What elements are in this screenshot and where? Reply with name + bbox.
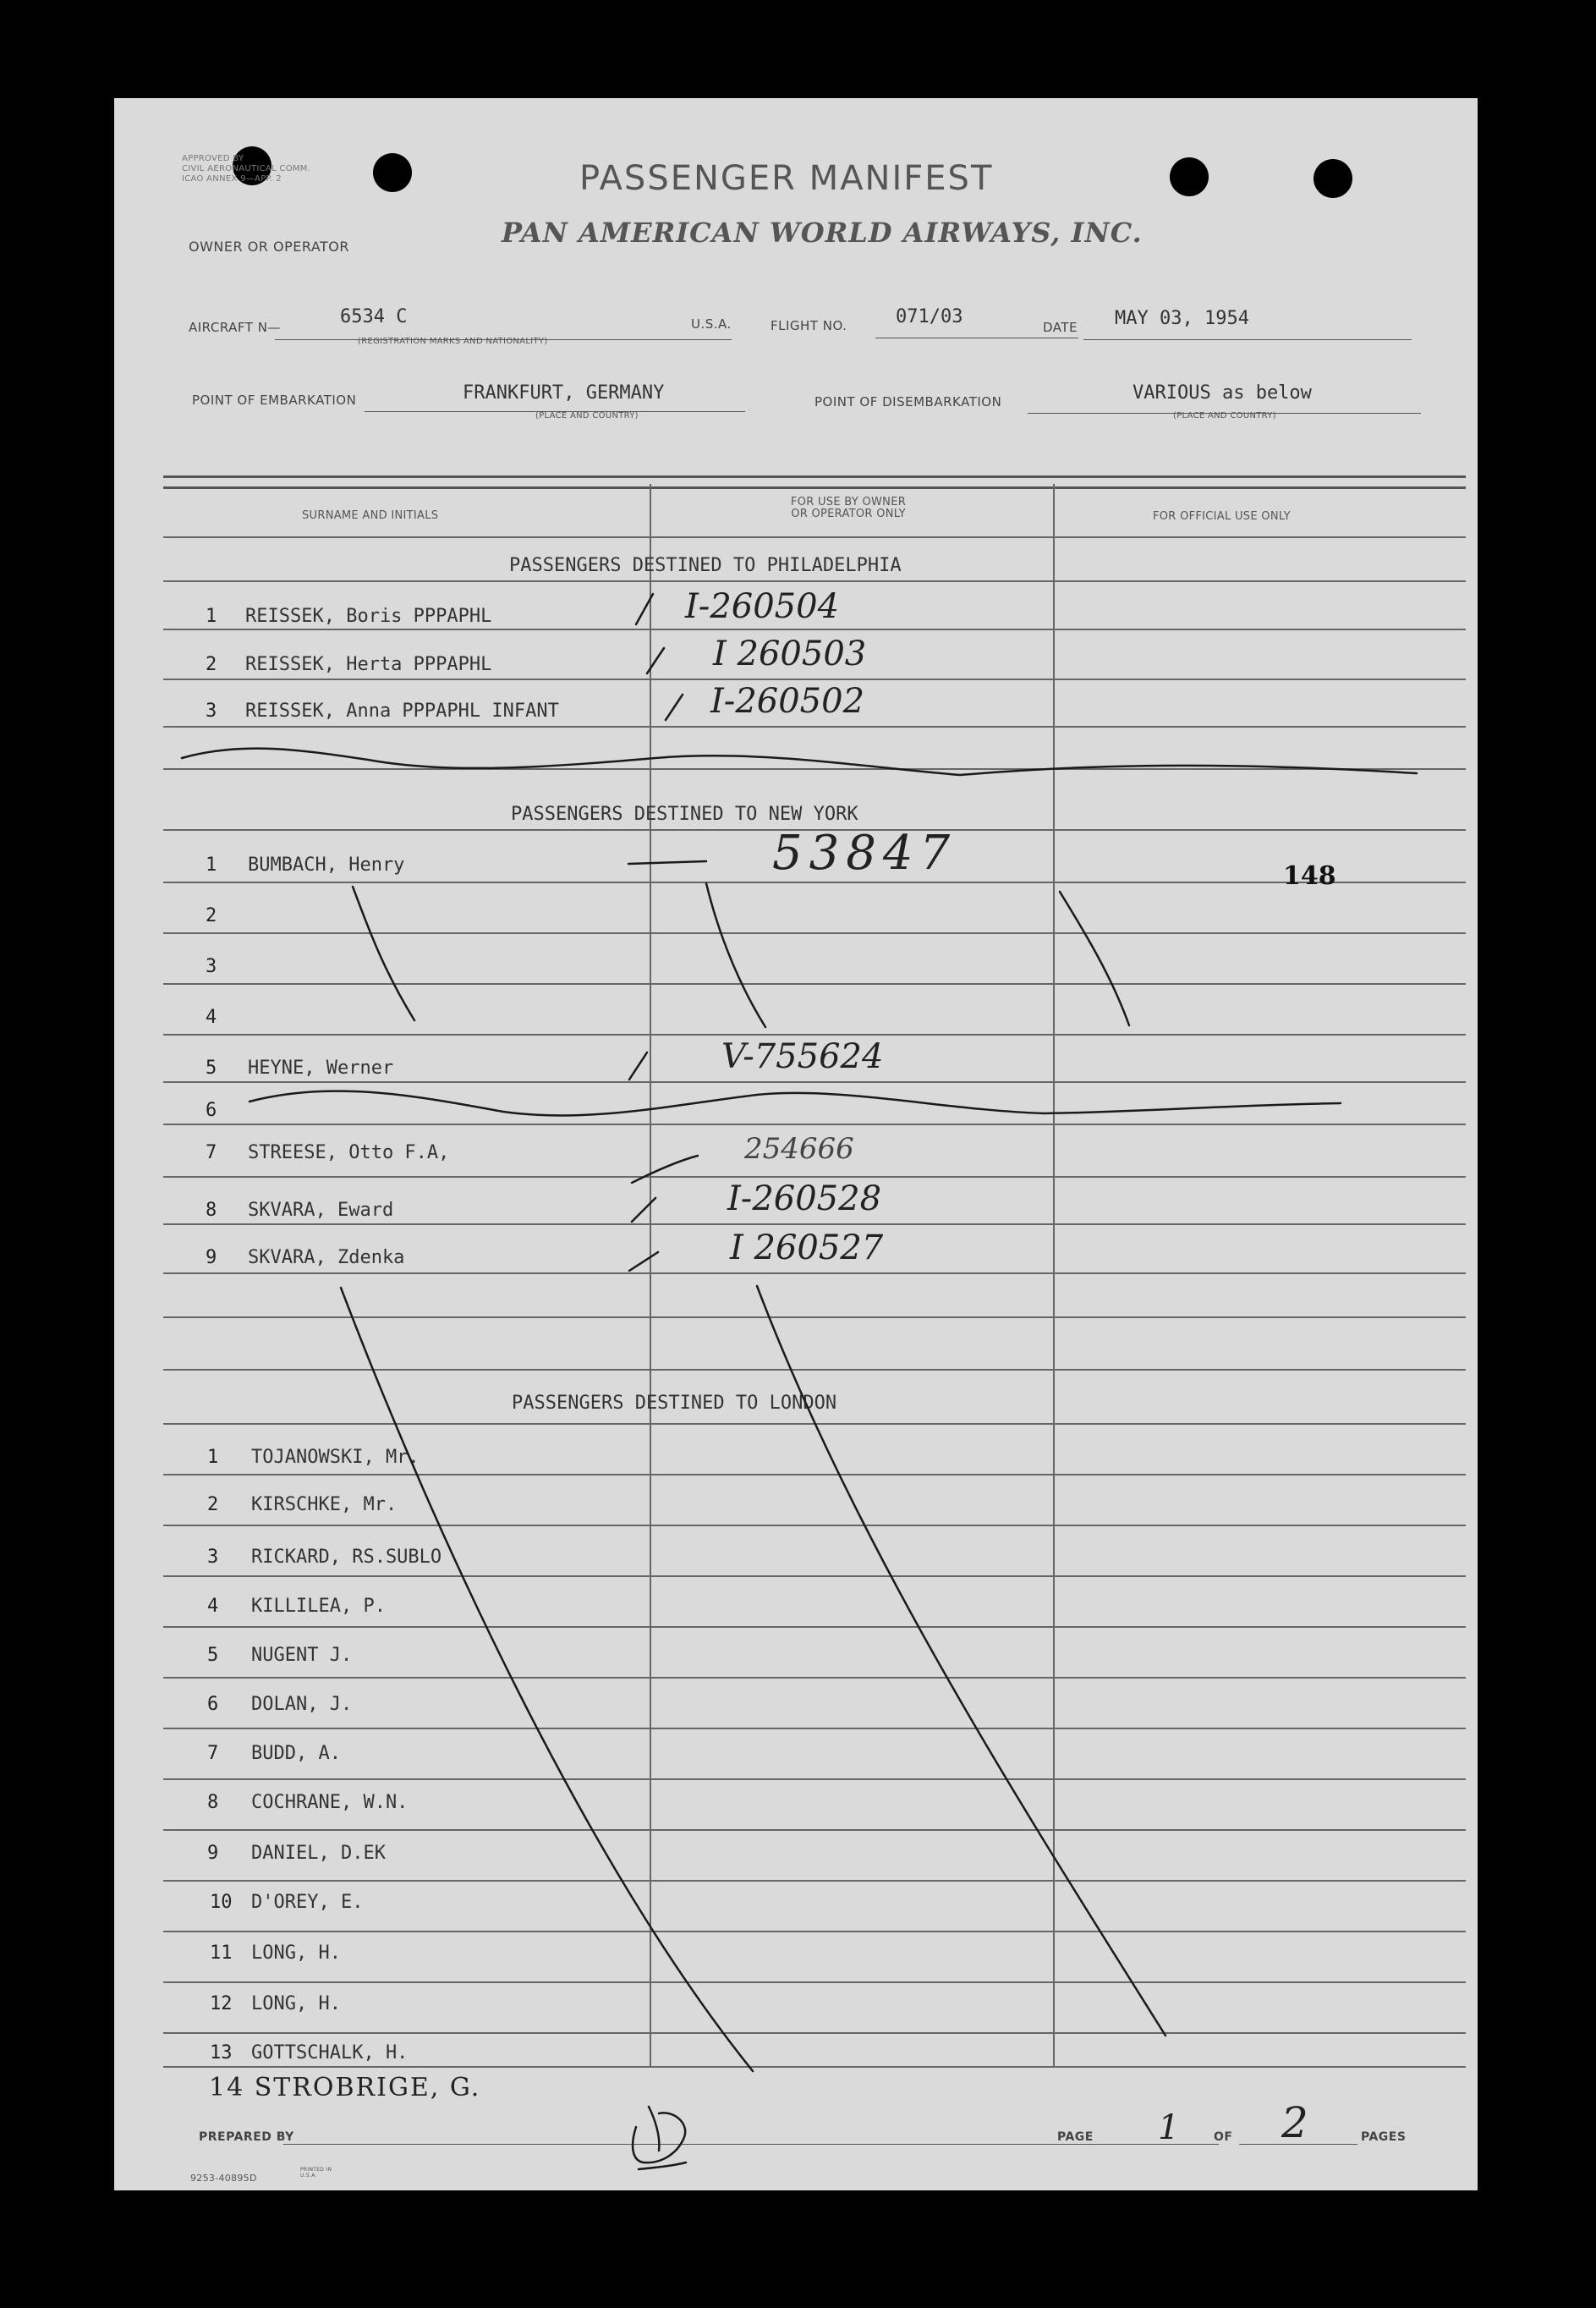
cancel-stroke (341, 1288, 753, 2071)
passenger-name: NUGENT J. (251, 1645, 353, 1666)
cancel-stroke (1060, 892, 1129, 1025)
row-number: 13 (210, 2042, 233, 2063)
row-number: 11 (210, 1943, 233, 1964)
embark-caption: (PLACE AND COUNTRY) (535, 411, 639, 420)
row-number: 10 (210, 1892, 233, 1913)
check-mark (632, 1156, 698, 1183)
handwritten-marks (114, 98, 1478, 2190)
passport-code: I-260502 (710, 682, 865, 721)
cancel-stroke (353, 887, 414, 1020)
passenger-name: KIRSCHKE, Mr. (251, 1494, 398, 1515)
check-mark (647, 648, 664, 673)
check-mark (632, 1198, 655, 1222)
flight-value: 071/03 (896, 306, 963, 327)
row-number: 5 (207, 1645, 219, 1666)
check-mark (636, 594, 653, 624)
section-philadelphia: PASSENGERS DESTINED TO PHILADELPHIA (509, 555, 902, 576)
of-value: 2 (1281, 2098, 1308, 2147)
passport-code: I 260527 (730, 1228, 884, 1267)
passenger-name: SKVARA, Eward (248, 1200, 394, 1221)
page-value: 1 (1158, 2108, 1180, 2147)
section-new-york: PASSENGERS DESTINED TO NEW YORK (511, 804, 858, 825)
row-number: 7 (207, 1743, 219, 1764)
handwritten-extra-passenger: 14 STROBRIGE, G. (209, 2073, 481, 2102)
embark-label: POINT OF EMBARKATION (192, 393, 357, 408)
passenger-name: COCHRANE, W.N. (251, 1792, 409, 1813)
row-number: 8 (207, 1792, 219, 1813)
airline-name: PAN AMERICAN WORLD AIRWAYS, INC. (502, 217, 1143, 249)
passenger-name: REISSEK, Anna PPPAPHL INFANT (245, 701, 559, 722)
pages-label: PAGES (1361, 2130, 1407, 2144)
passenger-name: BUDD, A. (251, 1743, 341, 1764)
passport-code: I-260528 (727, 1179, 882, 1218)
wavy-separator (250, 1091, 1341, 1116)
cancel-stroke (757, 1286, 1165, 2036)
passenger-name: DOLAN, J. (251, 1694, 353, 1715)
of-label: OF (1214, 2130, 1233, 2144)
aircraft-label: AIRCRAFT N— (189, 320, 281, 335)
row-ny-4: 4 (206, 1007, 217, 1028)
passenger-name: DANIEL, D.EK (251, 1843, 386, 1864)
col-header-surname: SURNAME AND INITIALS (302, 509, 439, 522)
disembark-value: VARIOUS as below (1133, 382, 1312, 404)
date-value: MAY 03, 1954 (1115, 308, 1249, 329)
check-mark (666, 695, 683, 720)
form-number: 9253-40895D (190, 2173, 257, 2184)
wavy-separator (182, 749, 1417, 775)
owner-label: OWNER OR OPERATOR (189, 239, 349, 255)
row-number: 1 (207, 1447, 219, 1468)
row-number: 4 (207, 1596, 219, 1617)
row-number: 2 (207, 1494, 219, 1515)
passenger-name: TOJANOWSKI, Mr. (251, 1447, 420, 1468)
row-number: 12 (210, 1993, 233, 2014)
passport-code: 53847 (772, 826, 957, 881)
check-mark (629, 1252, 658, 1271)
passenger-name: LONG, H. (251, 1993, 341, 2014)
usa-label: U.S.A. (691, 316, 732, 332)
registration-caption: (REGISTRATION MARKS AND NATIONALITY) (358, 337, 548, 346)
official-number: 148 (1283, 861, 1336, 891)
passport-code: I 260503 (713, 635, 867, 673)
passenger-name: GOTTSCHALK, H. (251, 2042, 409, 2063)
passport-code: 254666 (744, 1132, 854, 1166)
dash-mark (628, 861, 706, 864)
page-label: PAGE (1057, 2130, 1094, 2144)
row-ny-3: 3 (206, 956, 217, 977)
passenger-name: HEYNE, Werner (248, 1058, 394, 1079)
passport-code: V-755624 (721, 1037, 884, 1076)
passenger-name: KILLILEA, P. (251, 1596, 386, 1617)
aircraft-value: 6534 C (340, 306, 408, 327)
passenger-name: D'OREY, E. (251, 1892, 364, 1913)
flight-label: FLIGHT NO. (771, 318, 847, 333)
passport-code: I-260504 (685, 587, 840, 626)
row-number: 6 (207, 1694, 219, 1715)
row-number: 9 (207, 1843, 219, 1864)
passenger-name: STREESE, Otto F.A, (248, 1142, 450, 1163)
passenger-name: RICKARD, RS.SUBLO (251, 1547, 442, 1568)
passenger-name: REISSEK, Boris PPPAPHL (245, 606, 492, 627)
manifest-sheet: APPROVED BY CIVIL AERONAUTICAL COMM. ICAO ANNEX 9—APP. 2 PASSENGER MANIFEST OWNER OR OPERATOR PAN AMERICAN WORLD AIRWAYS, INC. AIRCRAFT N— 6534 C (REGISTRATION MARKS AND NATIONALITY) U.S.A. FLIGHT NO. 071/03 DATE MAY 03, 1954 POINT OF EMBARKATION FRANKFURT, GERMANY (PLACE AND COUNTRY) POINT OF DISEMBARKATION VARIOUS as below (PLACE AND COUNTRY) SURNAME AND INITIALS FOR USE BY OWNER OR OPERATOR ONLY FOR OFFICIAL USE ONLY PASSENGERS DESTINED TO PHILADELPHIA PASSENGERS DESTINED TO NEW YORK PASSENGERS DESTINED TO LONDON 1 REISSEK, Boris PPPAPHL I-260504 2 REISSEK, Herta PPPAPHL I 260503 3 REISSEK, Anna PPPAPHL INFANT I-260502 1 BUMBACH, Henry 53847 148 2 3 4 5 HEYNE, Werner V-755624 6 7 STREESE, Otto F.A, 254666 8 SKVARA, Eward I-260528 9 SKVARA, Zdenka I 260527 1 TOJANOWSKI, Mr. 2 KIRSCHKE, Mr. 3 RICKARD, RS.SUBLO 4 KILLILEA, P. 5 NUGENT J. 6 DOLAN, J. 7 BUDD, A. 8 COCHRANE, W.N. 9 DANIEL, D.EK 10 D'OREY, E. 11 LONG, H. 12 LONG, H. 13 GOTTSCHALK, H. 14 STROBRIGE, G. PREPARED BY PAGE 1 OF 2 PAGES 9253-40895D PRINTED IN U.S.A. (114, 98, 1478, 2190)
row-ny-6: 6 (206, 1100, 217, 1121)
section-london: PASSENGERS DESTINED TO LONDON (512, 1393, 837, 1414)
passenger-name: LONG, H. (251, 1943, 341, 1964)
row-number: 3 (207, 1547, 219, 1568)
embark-value: FRANKFURT, GERMANY (463, 382, 665, 404)
check-mark (629, 1052, 647, 1080)
prepared-by-label: PREPARED BY (199, 2130, 294, 2144)
col-header-official: FOR OFFICIAL USE ONLY (1153, 510, 1291, 523)
form-title: PASSENGER MANIFEST (579, 159, 994, 198)
print-mark: PRINTED IN U.S.A. (300, 2167, 332, 2179)
passenger-name: SKVARA, Zdenka (248, 1247, 405, 1268)
date-label: DATE (1043, 320, 1078, 335)
passenger-name: REISSEK, Herta PPPAPHL (245, 654, 492, 675)
row-ny-2: 2 (206, 905, 217, 926)
disembark-caption: (PLACE AND COUNTRY) (1173, 411, 1276, 420)
disembark-label: POINT OF DISEMBARKATION (814, 394, 1002, 409)
signature (633, 2107, 686, 2169)
col-header-owner: FOR USE BY OWNER OR OPERATOR ONLY (790, 496, 907, 520)
form-reference: APPROVED BY CIVIL AERONAUTICAL COMM. ICAO ANNEX 9—APP. 2 (182, 154, 311, 184)
passenger-name: BUMBACH, Henry (248, 855, 405, 876)
cancel-stroke (706, 883, 765, 1027)
